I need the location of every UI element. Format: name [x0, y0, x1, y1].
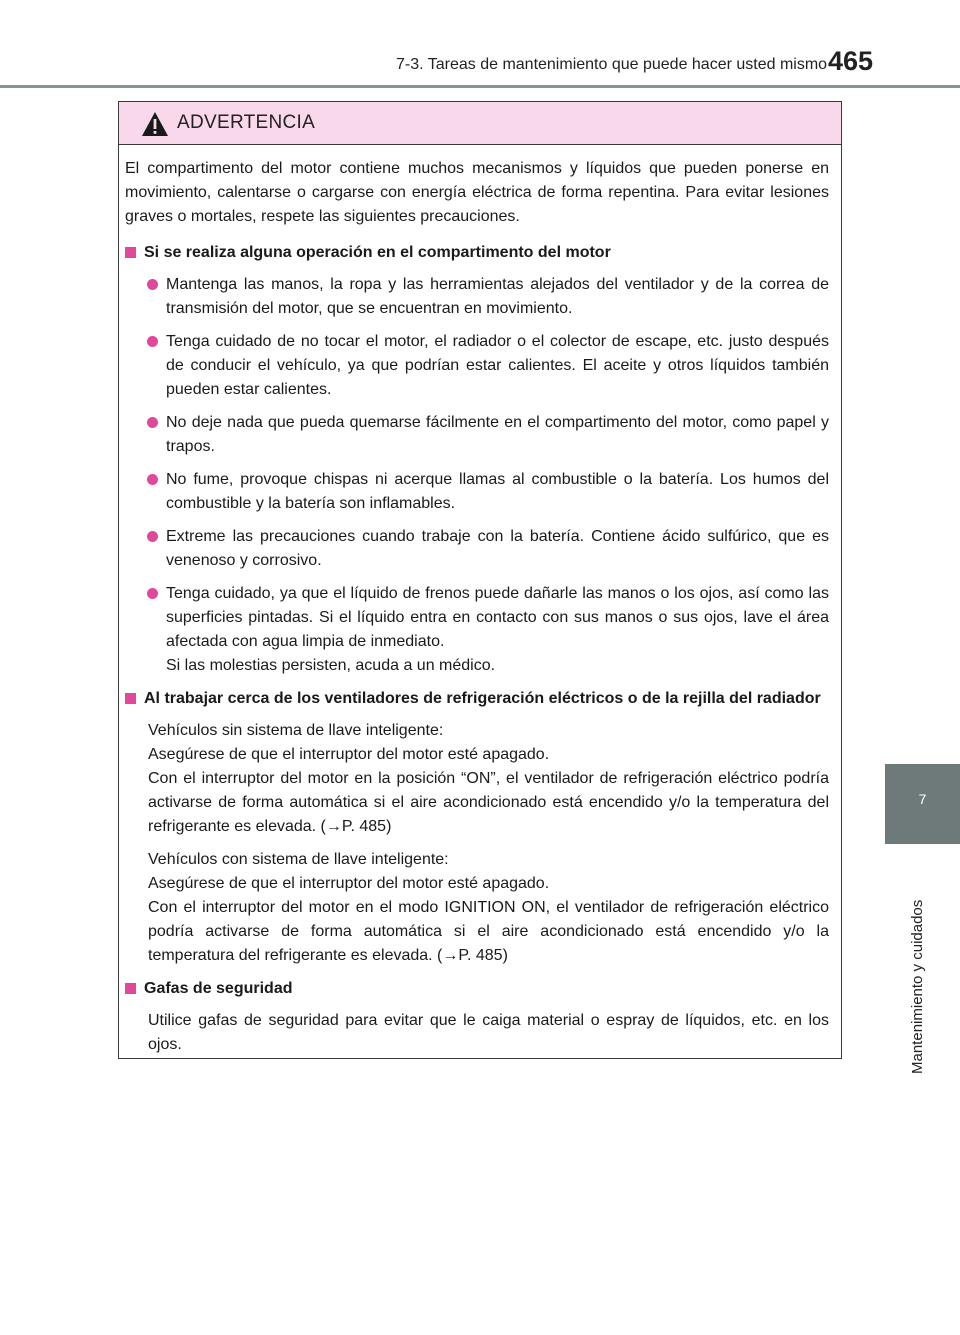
- chapter-tab-label-area: [885, 844, 960, 1084]
- circle-bullet-icon: [147, 474, 158, 485]
- paragraph: Utilice gafas de seguridad para evitar que le caiga material o espray de líquidos, etc. en los ojos.: [148, 1012, 829, 1053]
- chapter-tab-label: Mantenimiento y cuidados: [909, 899, 926, 1074]
- list-item: No deje nada que pueda quemarse fácilmente en el compartimento del motor, como papel y trapos.: [143, 411, 829, 459]
- page-number: 465: [828, 46, 874, 76]
- warning-header: [119, 102, 841, 145]
- section-heading: Si se realiza alguna operación en el compartimento del motor: [125, 241, 829, 265]
- circle-bullet-icon: [147, 417, 158, 428]
- warning-body: [119, 145, 841, 1057]
- list-item: Mantenga las manos, la ropa y las herramientas alejados del ventilador y de la correa de transmisión del motor, que se encuentran en movimiento.: [143, 273, 829, 321]
- list-item: Tenga cuidado de no tocar el motor, el radiador o el colector de escape, etc. justo después de conducir el vehículo, ya que podrían estar calientes. El aceite y otros líquidos también pueden estar calientes.: [143, 330, 829, 402]
- paragraph: Vehículos sin sistema de llave inteligente: Asegúrese de que el interruptor del motor esté apagado. Con el interruptor del motor en la posición “ON”, el ventilador de refrigeración eléctrico podría activarse de forma automática si el aire acondicionado está encendido y/o la temperatura del refrigerante es elevada. (→P. 485): [148, 722, 829, 835]
- circle-bullet-icon: [147, 588, 158, 599]
- list-item: Tenga cuidado, ya que el líquido de frenos puede dañarle las manos o los ojos, así como las superficies pintadas. Si el líquido entra en contacto con sus manos o sus ojos, lave el área afectada con agua limpia de inmediato. Si las molestias persisten, acuda a un médico.: [143, 582, 829, 678]
- square-bullet-icon: [125, 247, 136, 258]
- warning-intro: El compartimento del motor contiene muchos mecanismos y líquidos que pueden ponerse en movimiento, calentarse o cargarse con energía eléctrica de forma repentina. Para evitar lesiones graves o mortales, respete las siguientes precauciones.: [125, 160, 829, 225]
- list-item: No fume, provoque chispas ni acerque llamas al combustible o la batería. Los humos del combustible y la batería son inflamables.: [143, 468, 829, 516]
- warning-triangle-icon: [141, 111, 169, 137]
- chapter-tab[interactable]: 7: [885, 764, 960, 844]
- list-item: Extreme las precauciones cuando trabaje con la batería. Contiene ácido sulfúrico, que es venenoso y corrosivo.: [143, 525, 829, 573]
- square-bullet-icon: [125, 983, 136, 994]
- circle-bullet-icon: [147, 279, 158, 290]
- warning-label: ADVERTENCIA: [177, 112, 316, 133]
- circle-bullet-icon: [147, 336, 158, 347]
- page-header: [0, 0, 960, 92]
- chapter-section-title: 7-3. Tareas de mantenimiento que puede hacer usted mismo: [396, 56, 828, 73]
- paragraph: Vehículos con sistema de llave inteligente: Asegúrese de que el interruptor del motor esté apagado. Con el interruptor del motor en el modo IGNITION ON, el ventilador de refrigeración eléctrico podría activarse de forma automática si el aire acondicionado está encendido y/o la temperatura del refrigerante es elevada. (→P. 485): [148, 851, 829, 964]
- circle-bullet-icon: [147, 531, 158, 542]
- warning-box: [118, 101, 842, 1059]
- section-heading: Gafas de seguridad: [125, 977, 829, 1001]
- header-divider: [0, 85, 960, 88]
- section-heading: Al trabajar cerca de los ventiladores de refrigeración eléctricos o de la rejilla del radiador: [125, 687, 829, 711]
- square-bullet-icon: [125, 693, 136, 704]
